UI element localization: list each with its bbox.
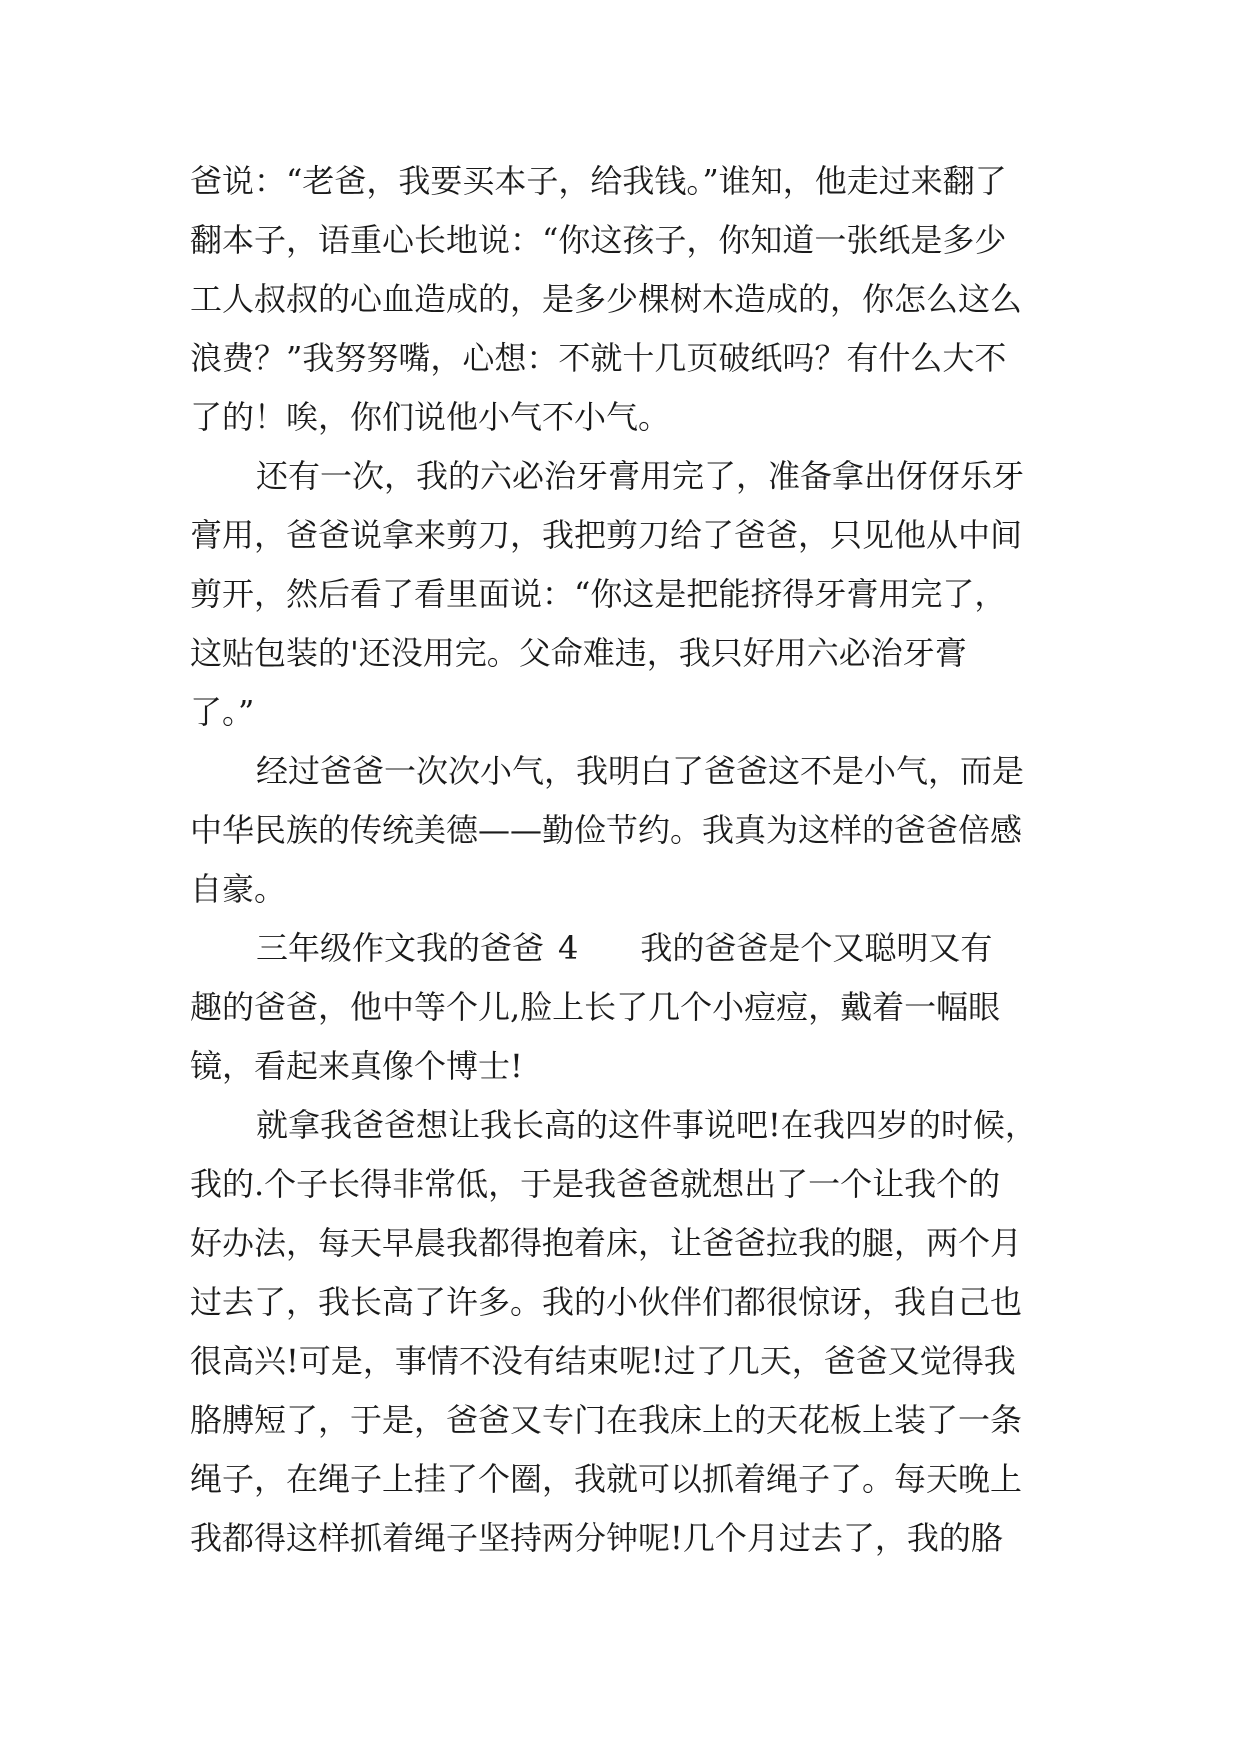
text-line: 我的爸爸是个又聪明又有 [640, 929, 993, 967]
text-line: 好办法，每天早晨我都得抱着床，让爸爸拉我的腿，两个月 [190, 1224, 1023, 1262]
text-line: 中华民族的传统美德——勤俭节约。我真为这样的爸爸倍感 [190, 811, 1023, 849]
text-line: 趣的爸爸，他中等个儿,脸上长了几个小痘痘，戴着一幅眼 [190, 988, 1001, 1026]
text-line: 我都得这样抓着绳子坚持两分钟呢!几个月过去了，我的胳 [190, 1519, 1003, 1557]
text-line: 了的！唉，你们说他小气不小气。 [190, 398, 671, 436]
essay-body [190, 152, 1070, 1568]
text-line: 就拿我爸爸想让我长高的这件事说吧!在我四岁的时候， [256, 1106, 1037, 1144]
essay-heading-line [190, 919, 1070, 978]
text-line: 了。” [190, 693, 255, 731]
text-line: 自豪。 [190, 870, 287, 908]
text-line: 这贴包装的'还没用完。父命难违，我只好用六必治牙膏 [190, 634, 967, 672]
text-line: 爸说：“老爸，我要买本子，给我钱。”谁知，他走过来翻了 [190, 162, 1007, 200]
text-line: 我的.个子长得非常低，于是我爸爸就想出了一个让我个的 [190, 1165, 1001, 1203]
text-line: 翻本子，语重心长地说：“你这孩子，你知道一张纸是多少 [190, 221, 1007, 259]
text-line: 镜，看起来真像个博士! [190, 1047, 523, 1085]
text-line: 过去了，我长高了许多。我的小伙伴们都很惊讶，我自己也 [190, 1283, 1023, 1321]
text-line: 工人叔叔的心血造成的，是多少棵树木造成的，你怎么这么 [190, 280, 1023, 318]
text-line: 胳膊短了，于是，爸爸又专门在我床上的天花板上装了一条 [190, 1401, 1023, 1439]
text-line: 浪费？”我努努嘴，心想：不就十几页破纸吗？有什么大不 [190, 339, 1007, 377]
text-line: 还有一次，我的六必治牙膏用完了，准备拿出伢伢乐牙 [256, 457, 1025, 495]
text-line: 很高兴!可是，事情不没有结束呢!过了几天，爸爸又觉得我 [190, 1342, 1016, 1380]
text-line: 绳子，在绳子上挂了个圈，我就可以抓着绳子了。每天晚上 [190, 1460, 1023, 1498]
essay-title: 三年级作文我的爸爸 [256, 929, 545, 967]
text-line: 剪开，然后看了看里面说：“你这是把能挤得牙膏用完了， [190, 575, 1007, 613]
text-line: 经过爸爸一次次小气，我明白了爸爸这不是小气，而是 [256, 752, 1025, 790]
text-line: 膏用，爸爸说拿来剪刀，我把剪刀给了爸爸，只见他从中间 [190, 516, 1023, 554]
essay-number: 4 [558, 929, 579, 967]
